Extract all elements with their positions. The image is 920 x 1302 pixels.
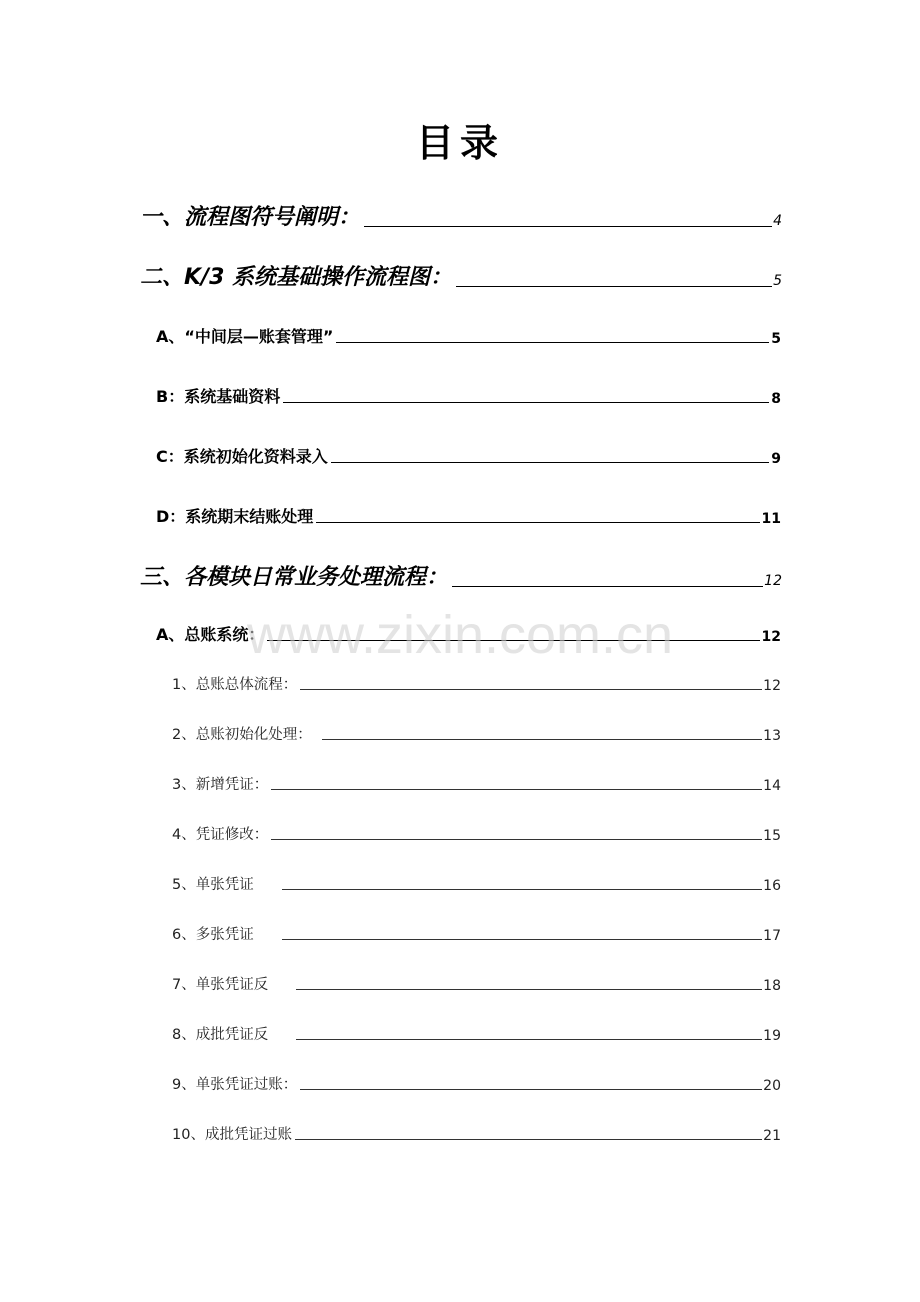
toc-entry-label: A、“中间层—账套管理” — [156, 327, 334, 346]
toc-page-number: 12 — [764, 573, 782, 589]
toc-entry-section-2a[interactable] — [156, 324, 781, 347]
toc-entry-label: 10、成批凭证过账 — [172, 1127, 292, 1143]
toc-leader-line — [295, 1139, 762, 1140]
toc-entry-label: 5、单张凭证 — [172, 877, 254, 893]
toc-page-number: 13 — [763, 728, 781, 744]
toc-entry-3a-4[interactable] — [172, 823, 781, 844]
toc-entry-3a-9[interactable] — [172, 1073, 781, 1094]
toc-page-number: 11 — [761, 511, 781, 527]
toc-entry-label: 一、流程图符号阐明： — [140, 205, 361, 230]
toc-leader-line — [282, 939, 762, 940]
toc-leader-line — [282, 889, 762, 890]
toc-leader-line — [296, 989, 762, 990]
toc-entry-3a-5[interactable] — [172, 873, 781, 894]
toc-entry-3a-1[interactable] — [172, 673, 781, 694]
toc-page-number: 17 — [763, 928, 781, 944]
toc-page-number: 20 — [763, 1078, 781, 1094]
toc-page-number: 21 — [763, 1128, 781, 1144]
toc-leader-line — [271, 839, 762, 840]
toc-entry-label: A、总账系统： — [156, 625, 265, 644]
toc-entry-label: 9、单张凭证过账： — [172, 1077, 298, 1093]
toc-entry-label: 4、凭证修改： — [172, 827, 269, 843]
toc-entry-label: 1、总账总体流程： — [172, 677, 298, 693]
toc-leader-line — [271, 789, 762, 790]
toc-page-number: 18 — [763, 978, 781, 994]
toc-page-number: 5 — [773, 273, 782, 289]
toc-page-number: 12 — [763, 678, 781, 694]
toc-page-number: 16 — [763, 878, 781, 894]
toc-entry-label: 三、各模块日常业务处理流程： — [140, 565, 449, 590]
toc-page-number: 9 — [771, 451, 781, 467]
toc-page-number: 15 — [763, 828, 781, 844]
toc-leader-line — [336, 342, 769, 343]
toc-entry-section-3a[interactable] — [156, 622, 781, 645]
toc-entry-3a-8[interactable] — [172, 1023, 781, 1044]
toc-entry-label: 8、成批凭证反 — [172, 1027, 269, 1043]
toc-leader-line — [322, 739, 762, 740]
toc-entry-section-2[interactable] — [140, 260, 782, 291]
toc-page-number: 14 — [763, 778, 781, 794]
toc-leader-line — [364, 226, 772, 227]
toc-leader-line — [300, 689, 762, 690]
toc-entry-3a-6[interactable] — [172, 923, 781, 944]
toc-entry-label: 二、K/3 系统基础操作流程图： — [140, 265, 453, 290]
toc-entry-3a-3[interactable] — [172, 773, 781, 794]
toc-leader-line — [316, 522, 759, 523]
watermark-text: www.zixin.com.cn — [246, 605, 674, 665]
toc-page-number: 12 — [761, 629, 781, 645]
toc-page-number: 4 — [773, 213, 782, 229]
toc-leader-line — [452, 586, 763, 587]
toc-page-number: 19 — [763, 1028, 781, 1044]
toc-entry-section-2d[interactable] — [156, 504, 781, 527]
toc-leader-line — [296, 1039, 762, 1040]
toc-entry-section-2b[interactable] — [156, 384, 781, 407]
toc-entry-3a-2[interactable] — [172, 723, 781, 744]
toc-leader-line — [456, 286, 772, 287]
toc-page-number: 8 — [771, 391, 781, 407]
toc-title: 目录 — [415, 121, 504, 165]
toc-entry-label: C：系统初始化资料录入 — [156, 447, 328, 466]
toc-leader-line — [267, 640, 759, 641]
toc-entry-section-2c[interactable] — [156, 444, 781, 467]
toc-leader-line — [331, 462, 770, 463]
toc-entry-label: 6、多张凭证 — [172, 927, 254, 943]
toc-entry-label: B：系统基础资料 — [156, 387, 281, 406]
toc-leader-line — [283, 402, 769, 403]
toc-entry-label: D：系统期末结账处理 — [156, 507, 314, 526]
toc-entry-label: 3、新增凭证： — [172, 777, 269, 793]
toc-entry-3a-10[interactable] — [172, 1123, 781, 1144]
toc-entry-label: 2、总账初始化处理： — [172, 727, 312, 743]
toc-entry-section-3[interactable] — [140, 560, 782, 591]
toc-page-number: 5 — [771, 331, 781, 347]
toc-leader-line — [300, 1089, 762, 1090]
toc-entry-label: 7、单张凭证反 — [172, 977, 269, 993]
toc-entry-section-1[interactable] — [140, 200, 782, 231]
toc-entry-3a-7[interactable] — [172, 973, 781, 994]
